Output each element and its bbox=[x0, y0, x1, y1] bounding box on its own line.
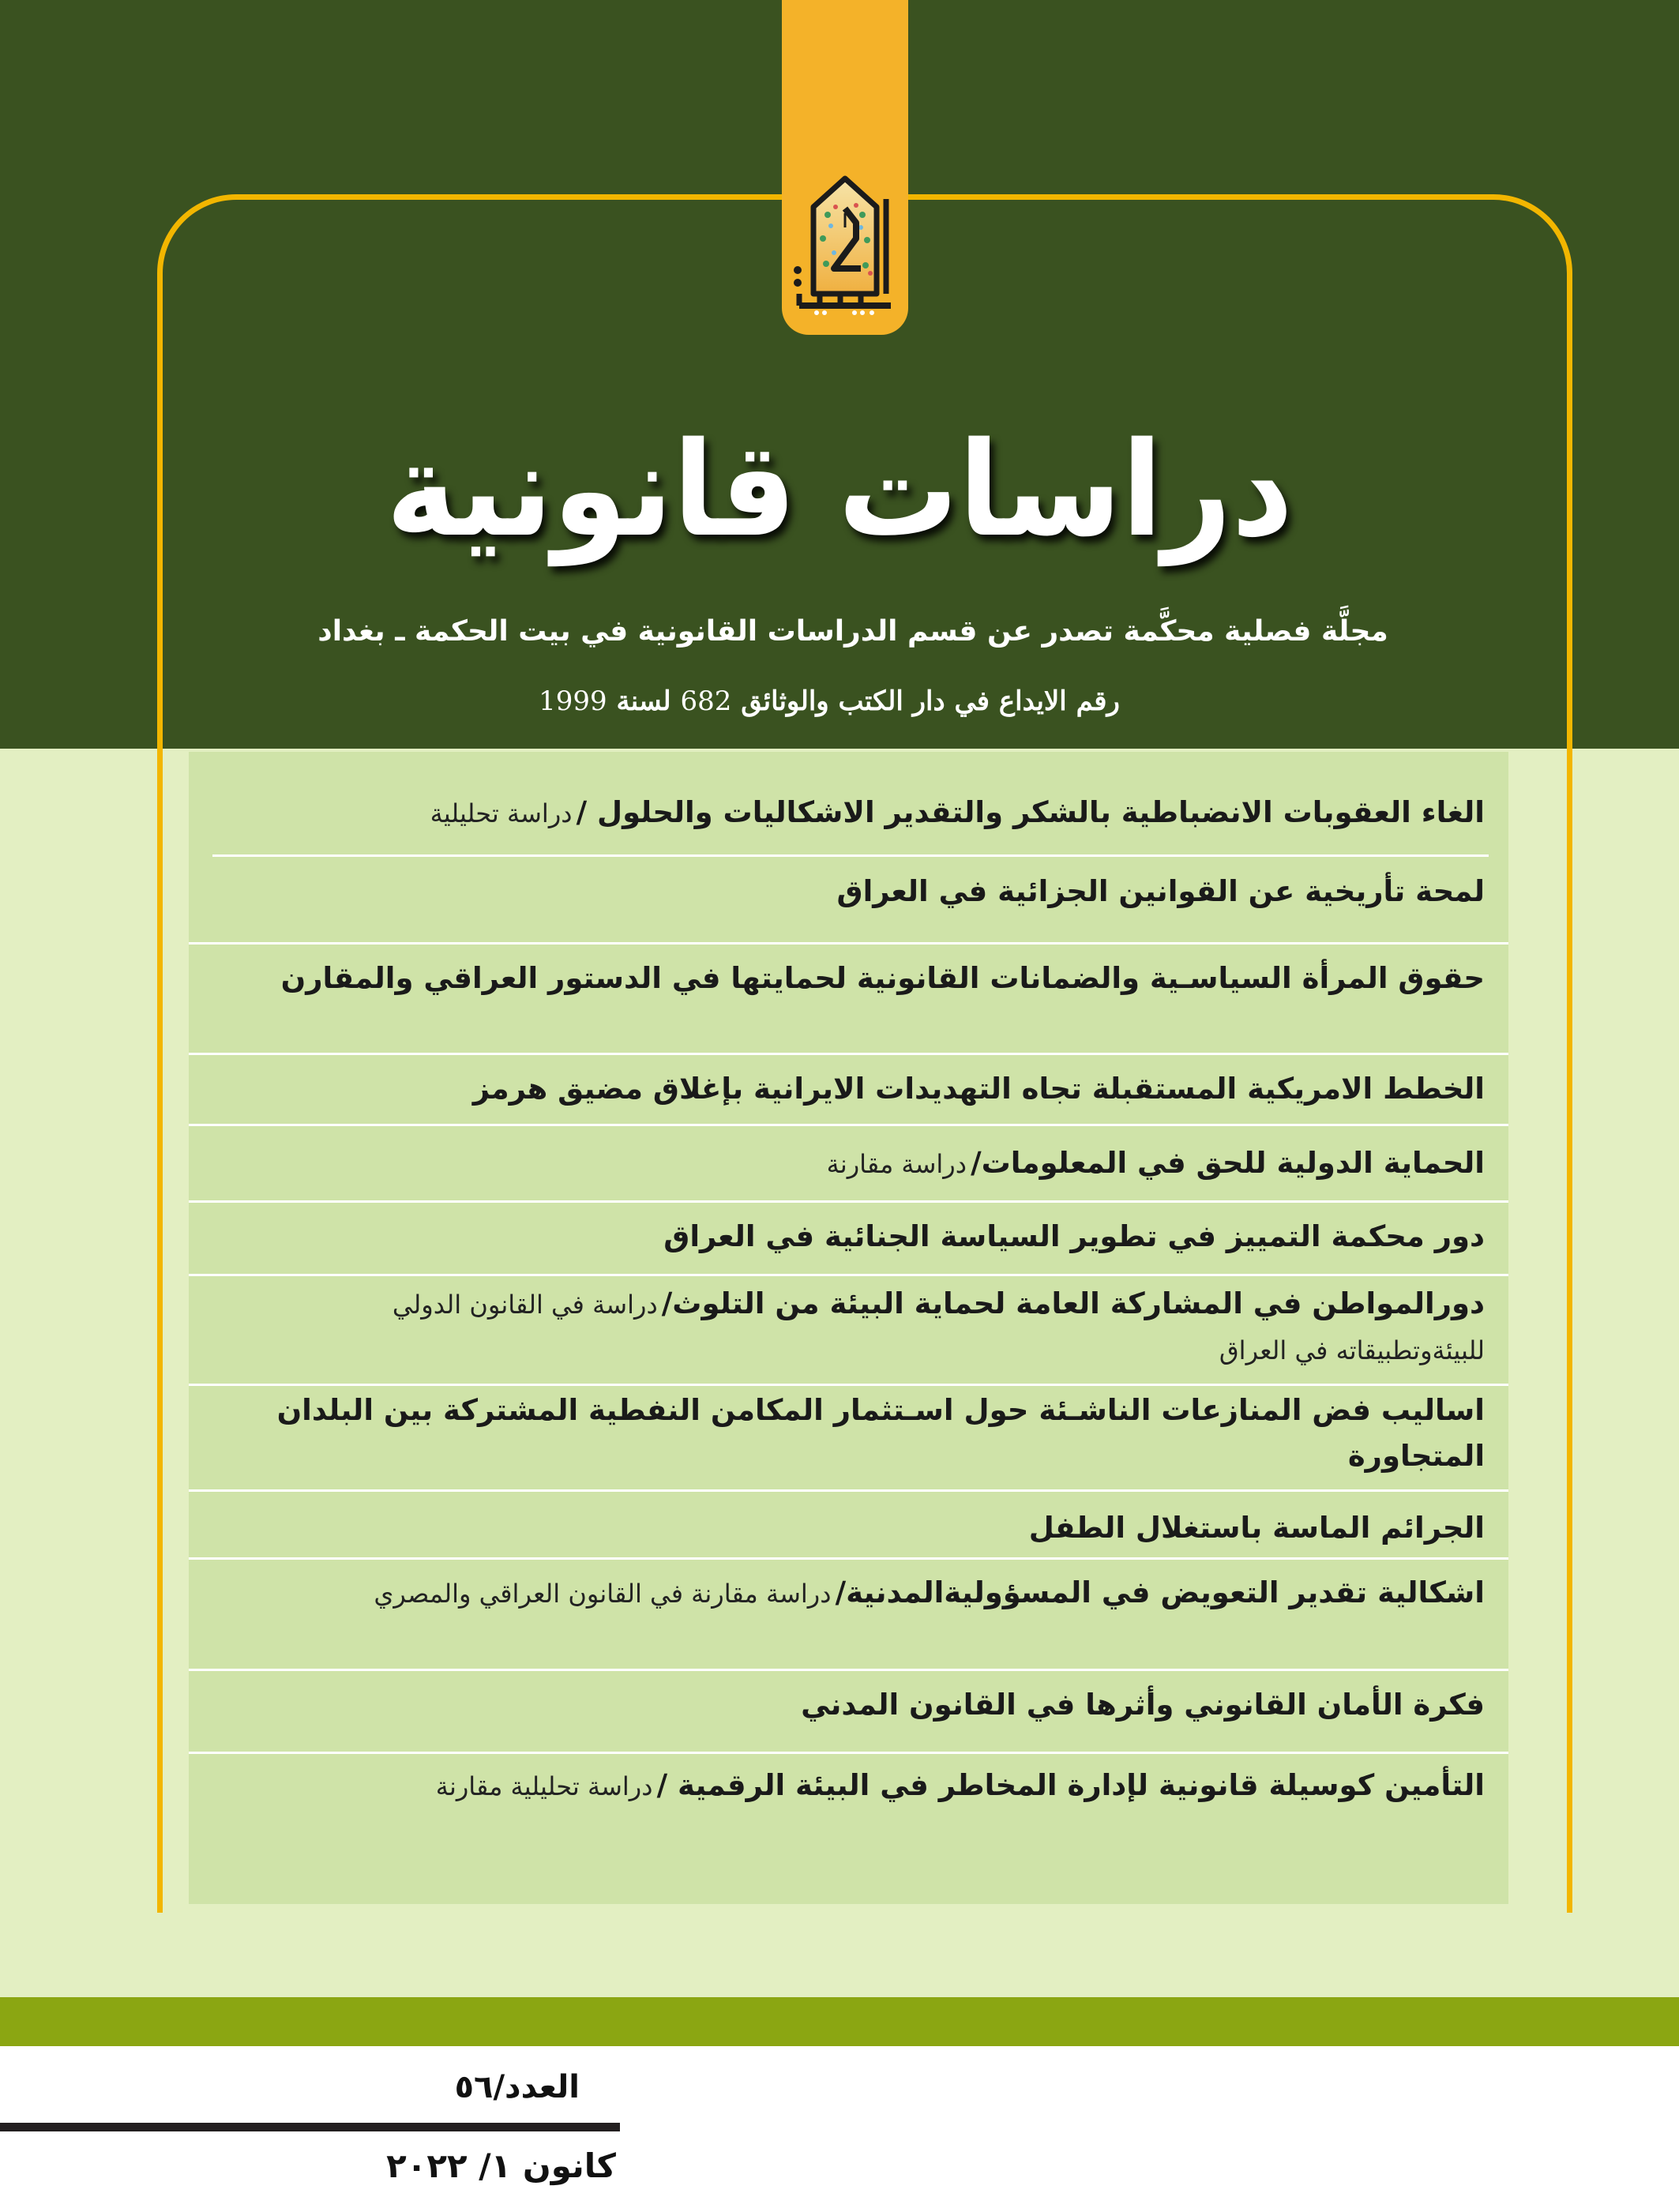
contents-item[interactable] bbox=[197, 1505, 1485, 1551]
issue-date: كانون ١/ ٢٠٢٢ bbox=[386, 2146, 616, 2185]
table-of-contents bbox=[189, 752, 1508, 1904]
deposit-year: 1999 bbox=[539, 685, 607, 717]
journal-subtitle: مجلَّة فصلية محكَّمة تصدر عن قسم الدراسات القانونية في بيت الحكمة ـ بغداد bbox=[317, 615, 1388, 648]
article-title: الخطط الامريكية المستقبلة تجاه التهديدات الايرانية بإغلاق مضيق هرمز bbox=[472, 1072, 1485, 1106]
article-note: دراسة في القانون الدولي للبيئةوتطبيقاته في العراق bbox=[392, 1290, 1485, 1365]
separator bbox=[189, 1200, 1508, 1203]
contents-item[interactable] bbox=[189, 1388, 1485, 1479]
separator bbox=[189, 1124, 1508, 1126]
deposit-number-line bbox=[316, 683, 1343, 719]
article-title: لمحة تأريخية عن القوانين الجزائية في العراق bbox=[836, 874, 1485, 908]
separator bbox=[189, 1489, 1508, 1492]
article-title: دور محكمة التمييز في تطوير السياسة الجنائية في العراق bbox=[663, 1219, 1485, 1253]
article-title: الجرائم الماسة باستغلال الطفل bbox=[1028, 1511, 1485, 1545]
contents-item[interactable] bbox=[268, 1281, 1485, 1373]
contents-item[interactable] bbox=[228, 1763, 1485, 1809]
contents-item[interactable] bbox=[197, 790, 1485, 836]
contents-item[interactable] bbox=[197, 1682, 1485, 1728]
article-note: دراسة مقارنة في القانون العراقي والمصري bbox=[374, 1579, 832, 1609]
separator bbox=[189, 1053, 1508, 1055]
logo-tab bbox=[782, 0, 908, 335]
deposit-prefix: رقم الايداع في دار الكتب والوثائق bbox=[741, 685, 1120, 717]
article-note: دراسة تحليلية مقارنة bbox=[435, 1771, 653, 1801]
article-title: دورالمواطن في المشاركة العامة لحماية البيئة من التلوث/ bbox=[661, 1286, 1485, 1320]
separator bbox=[212, 854, 1489, 857]
article-note: دراسة مقارنة bbox=[826, 1149, 967, 1179]
article-title: التأمين كوسيلة قانونية لإدارة المخاطر في البيئة الرقمية / bbox=[656, 1768, 1485, 1802]
article-title: الغاء العقوبات الانضباطية بالشكر والتقدير الاشكاليات والحلول / bbox=[576, 795, 1485, 829]
bayt-al-hikma-logo-icon bbox=[788, 175, 902, 321]
issue-number: العدد/٥٦ bbox=[454, 2069, 580, 2105]
separator bbox=[189, 1669, 1508, 1671]
separator bbox=[189, 1557, 1508, 1560]
separator bbox=[189, 942, 1508, 945]
journal-title: دراسات قانونية bbox=[385, 414, 1294, 565]
article-title: اساليب فض المنازعات الناشـئة حول اسـتثمار المكامن النفطية المشتركة بين البلدان المتجاورة bbox=[276, 1393, 1485, 1473]
article-note: دراسة تحليلية bbox=[430, 798, 573, 828]
article-title: الحماية الدولية للحق في المعلومات/ bbox=[971, 1146, 1485, 1180]
article-title: اشكالية تقدير التعويض في المسؤوليةالمدنية/ bbox=[835, 1575, 1485, 1609]
separator bbox=[189, 1274, 1508, 1276]
article-title: حقوق المرأة السياسـية والضمانات القانونية لحمايتها في الدستور العراقي والمقارن bbox=[280, 961, 1485, 995]
contents-item[interactable] bbox=[189, 956, 1485, 1001]
contents-item[interactable] bbox=[197, 1214, 1485, 1260]
deposit-year-label: لسنة bbox=[616, 685, 671, 717]
contents-item[interactable] bbox=[197, 1140, 1485, 1187]
contents-item[interactable] bbox=[197, 1066, 1485, 1112]
deposit-number: 682 bbox=[680, 685, 732, 717]
issue-divider bbox=[0, 2123, 620, 2131]
separator bbox=[189, 1384, 1508, 1386]
separator bbox=[189, 1752, 1508, 1754]
footer-color-bar bbox=[0, 1997, 1679, 2046]
contents-item[interactable] bbox=[197, 869, 1485, 914]
article-title: فكرة الأمان القانوني وأثرها في القانون المدني bbox=[801, 1688, 1485, 1722]
contents-item[interactable] bbox=[252, 1570, 1485, 1617]
